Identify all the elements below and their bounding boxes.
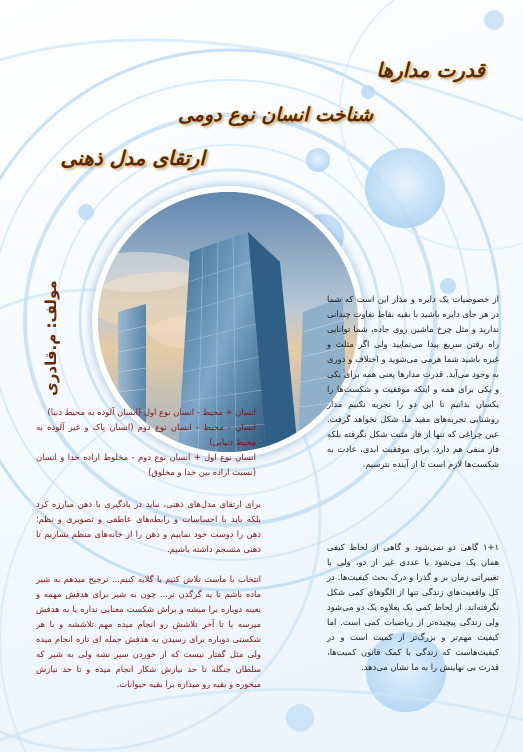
right-column-text-2 (327, 540, 499, 675)
formula-line: انسان + محیط - انسان نوع اول (انسان آلوده به محیط دنیا) (47, 407, 256, 417)
left-body-text-2 (36, 572, 261, 692)
formulas-block (36, 405, 256, 480)
author-credit: مولف: م.قادری (42, 280, 60, 396)
paragraph: برای ارتقای مدل‌های ذهنی، نباید در یادگیری با ذهن مبارزه کرد بلکه باید با احساسات و رابطه‌های عاطفی و تصویری و نظم؛ ذهن را دوست خود نماییم و ذهن را از خانه‌های منظم بسازیم تا ذهنی منسجم داشته باشیم. (36, 499, 261, 554)
formula-line: انسان نوع اول + انسان نوع دوم - مخلوط اراده خدا و انسان (نسبت اراده بین خدا و مخلوق) (36, 452, 256, 477)
subtitle: شناخت انسان نوع دومی (177, 104, 373, 126)
main-title: قدرت مدارها (376, 58, 485, 82)
right-column-text (327, 292, 499, 472)
left-body-text (36, 497, 261, 557)
paragraph: از خصوصیات یک دایره و مدار این است که شما در هر جای دایره باشید با بقیه نقاط تفاوت چندانی ندارید و مثل چرخ ماشین روی جاده، شما توانایی راه رفتن سریع پیدا می‌نمایید ولی اگر مثلث و غیره باشید شما هرمی می‌شوید و اختلاف و دوری به وجود می‌آید. قدرت مدارها یعنی همه برای یکی و یکی برای همه و اینکه موفقیت و شکست‌ها را یکسان بدانیم تا این دو را تجربه نکنیم مدار روشنایی تجربه‌های مفید ما، شکل نخواهد گرفت. عین چراغی که تنها از فاز مثبت شکل نگرفته بلکه فاز منفی هم دارد. برای موفقیت ابدی، عادت به شکست‌ها لازم است تا از آینده نترسیم. (327, 294, 499, 469)
third-title: ارتقای مدل ذهنی (60, 146, 205, 170)
paragraph: انتخاب با ماست تلاش کنیم یا گلایه کنیم... ترجیح میدهم به شیر ماده باشم تا یه گرگدن نر... چون به شیر برای هدفش مهمه و بعینه دوباره برا میشه و براش شکست معنایی نداره یا به هدفش میرسه یا تا آخر تلاشش رو انجام میده مهم تلاششه و با هر شکستی دوباره برای رسیدن به هدفش حمله ای تازه انجام میده ولی مثل گفتار نیست که از خوردن سیر نشه ولی به شیر که سلطان جنگله تا حد نیازش شکار انجام میده و تا حد نیازش میخوره و بقیه رو میذاره برا بقیه حیوانات. (36, 574, 261, 689)
paragraph: ۱+۱ گاهی دو نمی‌شود و گاهی از لحاظ کیفی همان یک می‌شود یا عددی غیر از دو، ولی با تغییراتی زمان بر و گذرا و درک بحث کیفیت‌ها. در کل واقعیت‌های زندگی تنها از الگوهای کمی شکل نگرفته‌اند. از لحاظ کمی یک بعلاوه یک دو می‌شود ولی زندگی پیچیده‌تر از ریاضیات کمی است. اما کیفیت مهم‌تر و بزرگ‌تر از کمیت است و در کیفیت‌هاست که زندگی با کمک قانون کمیت‌ها، قدرت بی نهایتش را به ما نشان می‌دهد. (327, 542, 499, 672)
formula-line: انسان - محیط - انسان نوع دوم (انسان پاک و غیر آلوده به محیط دنیایی) (36, 422, 256, 447)
